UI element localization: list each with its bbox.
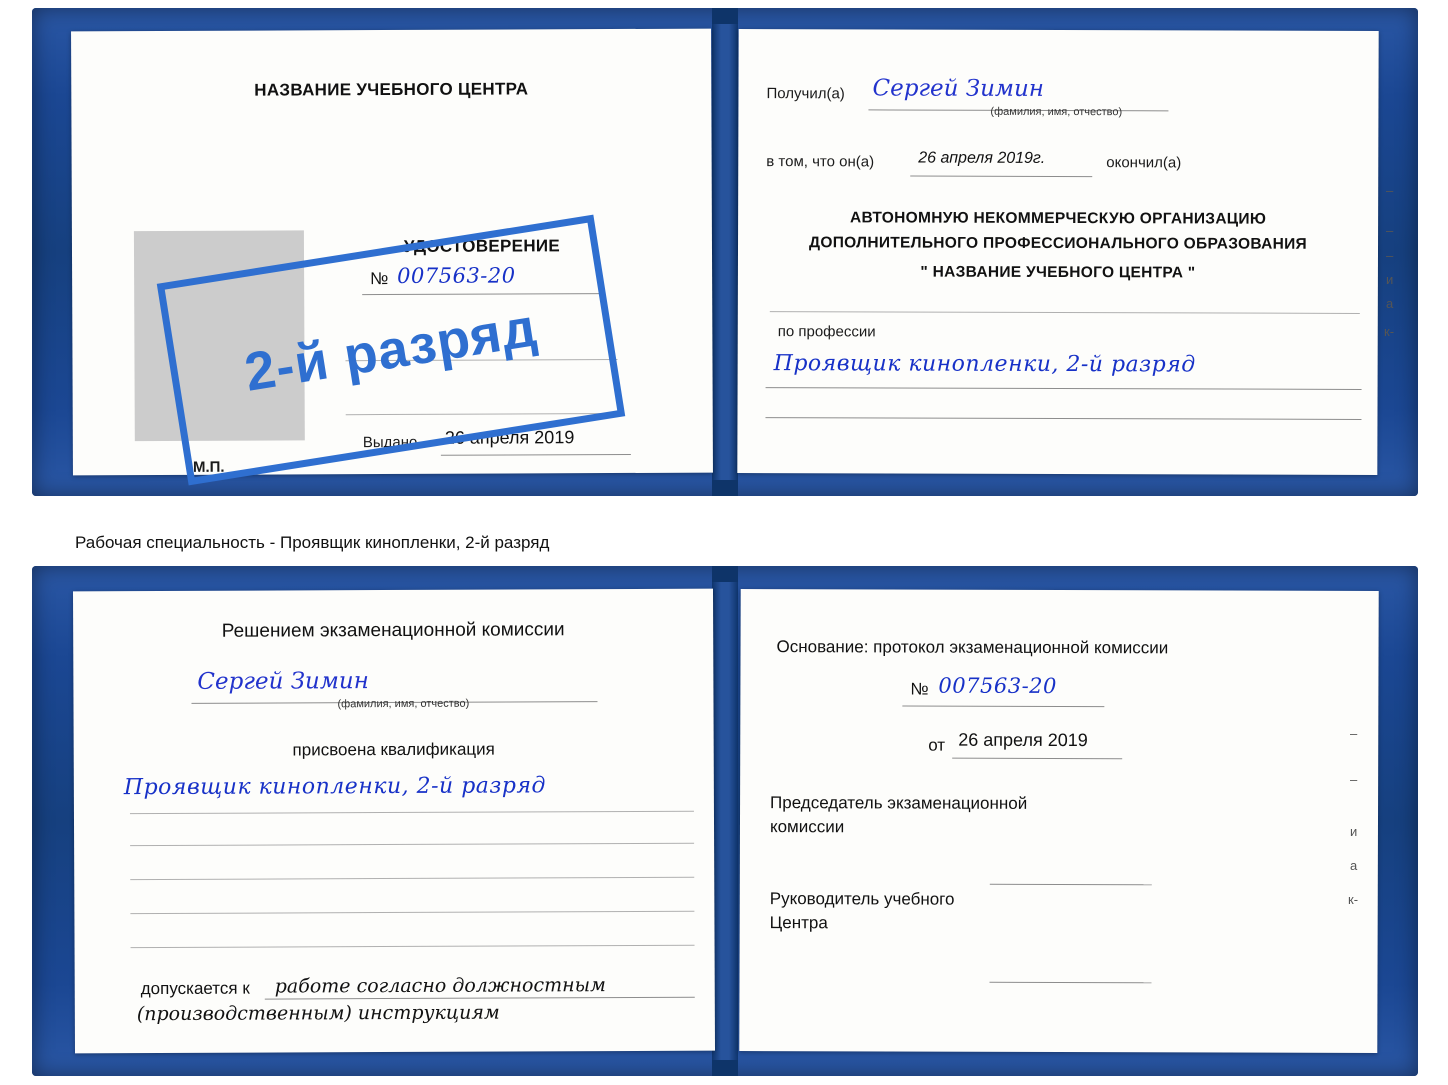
edge-mark-b5: к- [1348,892,1359,907]
certificate-bottom [32,566,1418,1076]
edge-mark-6: к- [1384,324,1395,339]
bottom-right-page [739,589,1378,1053]
finished-label: окончил(а) [1106,154,1182,172]
finish-date-underline [910,176,1092,178]
profession-label: по профессии [777,323,876,341]
head-signature-line [989,982,1151,984]
student-name: Сергей Зимин [197,668,369,695]
number-symbol: № [370,269,389,289]
spine-notch-top-2 [712,566,738,582]
qualification-label: присвоена квалификация [292,739,495,760]
from-date-underline [952,758,1122,760]
head-line-1: Руководитель учебного [769,889,955,909]
issued-label: Выдано [362,433,418,452]
organization-line-3: " НАЗВАНИЕ УЧЕБНОГО ЦЕНТРА " [920,263,1196,282]
allowed-value-line2: (производственным) инструкциям [136,1001,500,1026]
received-label: Получил(а) [766,85,845,103]
organization-line-2: ДОПОЛНИТЕЛЬНОГО ПРОФЕССИОНАЛЬНОГО ОБРАЗОВАНИЯ [809,234,1308,253]
top-right-page [737,29,1378,475]
edge-mark-1: – [1386,183,1394,198]
commission-title: Решением экзаменационной комиссии [221,619,565,642]
book-spine-bottom [712,566,738,1076]
qual-line-1 [130,811,694,814]
spine-notch-bottom-2 [712,1060,738,1076]
issued-date: 26 апреля 2019 [444,427,575,448]
edge-mark-b3: и [1350,824,1358,839]
profession-value: Проявщик кинопленки, 2-й разряд [773,351,1196,378]
org-underline [770,311,1360,314]
chairman-line-2: комиссии [769,817,845,837]
document-type-title: УДОСТОВЕРЕНИЕ [403,236,561,256]
that-label: в том, что он(а) [766,153,875,171]
certificate-top [32,8,1418,496]
edge-mark-3: – [1386,248,1394,263]
name-hint: (фамилия, имя, отчество) [990,105,1123,119]
profession-underline-1 [766,387,1362,390]
received-name: Сергей Зимин [872,75,1045,102]
name-hint-2: (фамилия, имя, отчество) [337,697,470,711]
allowed-value-line1: работе согласно должностным [274,974,606,998]
certificate-number: 007563-20 [397,263,516,288]
page-caption: Рабочая специальность - Проявщик кинопленки, 2-й разряд [75,533,550,552]
from-label: от [928,735,946,755]
edge-mark-2: – [1386,223,1394,238]
qualification-value: Проявщик кинопленки, 2-й разряд [123,773,547,801]
bottom-left-page [73,589,715,1054]
profession-underline-2 [765,417,1361,420]
qual-line-5 [131,945,695,948]
protocol-number-symbol: № [910,679,929,699]
from-date: 26 апреля 2019 [958,729,1088,751]
allowed-label: допускается к [140,978,250,999]
book-spine-top [712,8,738,496]
protocol-number: 007563-20 [938,673,1057,698]
watermark-stamp: 2-й разряд [157,215,625,486]
head-line-2: Центра [769,913,828,933]
edge-mark-4: и [1386,272,1394,287]
seal-label: М.П. [192,458,225,476]
training-center-title: НАЗВАНИЕ УЧЕБНОГО ЦЕНТРА [254,79,529,100]
qual-line-2 [130,843,694,846]
chairman-signature-line [990,884,1152,886]
basis-label: Основание: протокол экзаменационной комиссии [776,637,1169,658]
organization-line-1: АВТОНОМНУЮ НЕКОММЕРЧЕСКУЮ ОРГАНИЗАЦИЮ [849,209,1267,228]
spine-notch-top [712,8,738,24]
issued-date-underline [441,454,631,456]
edge-mark-b4: а [1350,858,1358,873]
qual-line-4 [130,911,694,914]
spine-notch-bottom [712,480,738,496]
finish-date: 26 апреля 2019г. [918,149,1046,167]
protocol-number-underline [902,706,1104,708]
chairman-line-1: Председатель экзаменационной [770,793,1028,813]
edge-mark-b2: – [1350,772,1358,787]
qual-line-3 [130,877,694,880]
edge-mark-b1: – [1350,726,1358,741]
edge-mark-5: а [1386,296,1394,311]
